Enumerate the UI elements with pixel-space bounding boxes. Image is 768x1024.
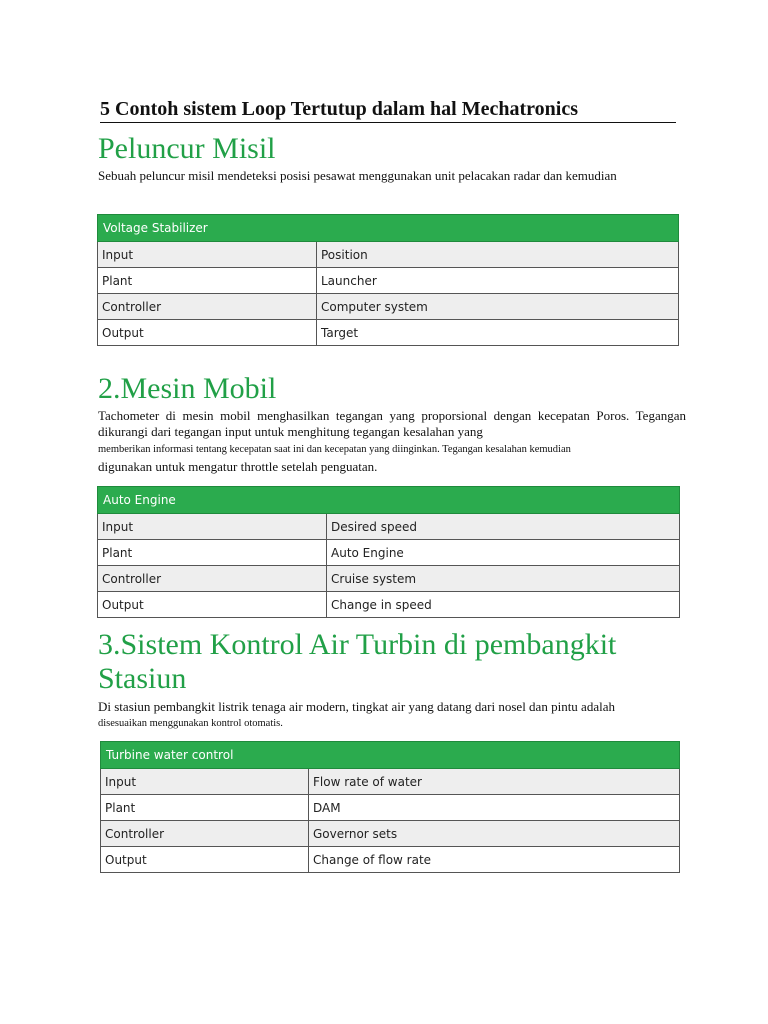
table-row (98, 320, 679, 346)
section-paragraph-small: disesuaikan menggunakan kontrol otomatis. (98, 718, 283, 729)
document-title: 5 Contoh sistem Loop Tertutup dalam hal Mechatronics (100, 96, 676, 123)
turbine-water-control-table (100, 741, 680, 873)
section-paragraph: Sebuah peluncur misil mendeteksi posisi pesawat menggunakan unit pelacakan radar dan kemudian (98, 168, 617, 183)
table-cell-label: Output (98, 592, 327, 618)
table-cell-label: Controller (101, 821, 309, 847)
table-cell-value: Governor sets (309, 821, 680, 847)
auto-engine-table (97, 486, 680, 618)
table-row (101, 795, 680, 821)
table-cell-value: Change in speed (327, 592, 680, 618)
table-row (98, 540, 680, 566)
table-cell-label: Plant (98, 268, 317, 294)
table-cell-label: Output (98, 320, 317, 346)
table-cell-value: Computer system (317, 294, 679, 320)
table-row (101, 821, 680, 847)
table-row (98, 592, 680, 618)
table-cell-value: DAM (309, 795, 680, 821)
section-heading-mesin-mobil: 2.Mesin Mobil (98, 372, 277, 405)
table-cell-label: Output (101, 847, 309, 873)
table-cell-label: Controller (98, 294, 317, 320)
voltage-stabilizer-table (97, 214, 679, 346)
table-cell-label: Plant (98, 540, 327, 566)
section-paragraph: Tachometer di mesin mobil menghasilkan tegangan yang proporsional dengan kecepatan Poros. Tegangan dikurangi dari tegangan input untuk menghitung tegangan kesalahan yang (98, 408, 686, 439)
section-heading-sistem-kontrol-air-turbin: 3.Sistem Kontrol Air Turbin di pembangkit Stasiun (98, 628, 617, 695)
section-paragraph: Di stasiun pembangkit listrik tenaga air modern, tingkat air yang datang dari nosel dan pintu adalah (98, 699, 615, 714)
table-header: Auto Engine (98, 487, 680, 514)
table-row (98, 268, 679, 294)
table-row (98, 566, 680, 592)
table-cell-value: Position (317, 242, 679, 268)
table-cell-value: Auto Engine (327, 540, 680, 566)
table-header: Turbine water control (101, 742, 680, 769)
table-row (98, 294, 679, 320)
table-header: Voltage Stabilizer (98, 215, 679, 242)
table-row (98, 242, 679, 268)
table-row (101, 847, 680, 873)
table-cell-value: Change of flow rate (309, 847, 680, 873)
table-cell-label: Input (101, 769, 309, 795)
section-heading-peluncur-misil: Peluncur Misil (98, 132, 276, 165)
table-cell-value: Target (317, 320, 679, 346)
table-row (101, 769, 680, 795)
table-cell-label: Controller (98, 566, 327, 592)
table-cell-label: Input (98, 242, 317, 268)
table-row (98, 514, 680, 540)
table-cell-value: Desired speed (327, 514, 680, 540)
table-cell-label: Input (98, 514, 327, 540)
table-cell-value: Launcher (317, 268, 679, 294)
table-cell-value: Flow rate of water (309, 769, 680, 795)
section-paragraph: digunakan untuk mengatur throttle setelah penguatan. (98, 459, 378, 474)
table-cell-value: Cruise system (327, 566, 680, 592)
section-paragraph-small: memberikan informasi tentang kecepatan saat ini dan kecepatan yang diinginkan. Tegangan kesalahan kemudian (98, 444, 571, 455)
table-cell-label: Plant (101, 795, 309, 821)
